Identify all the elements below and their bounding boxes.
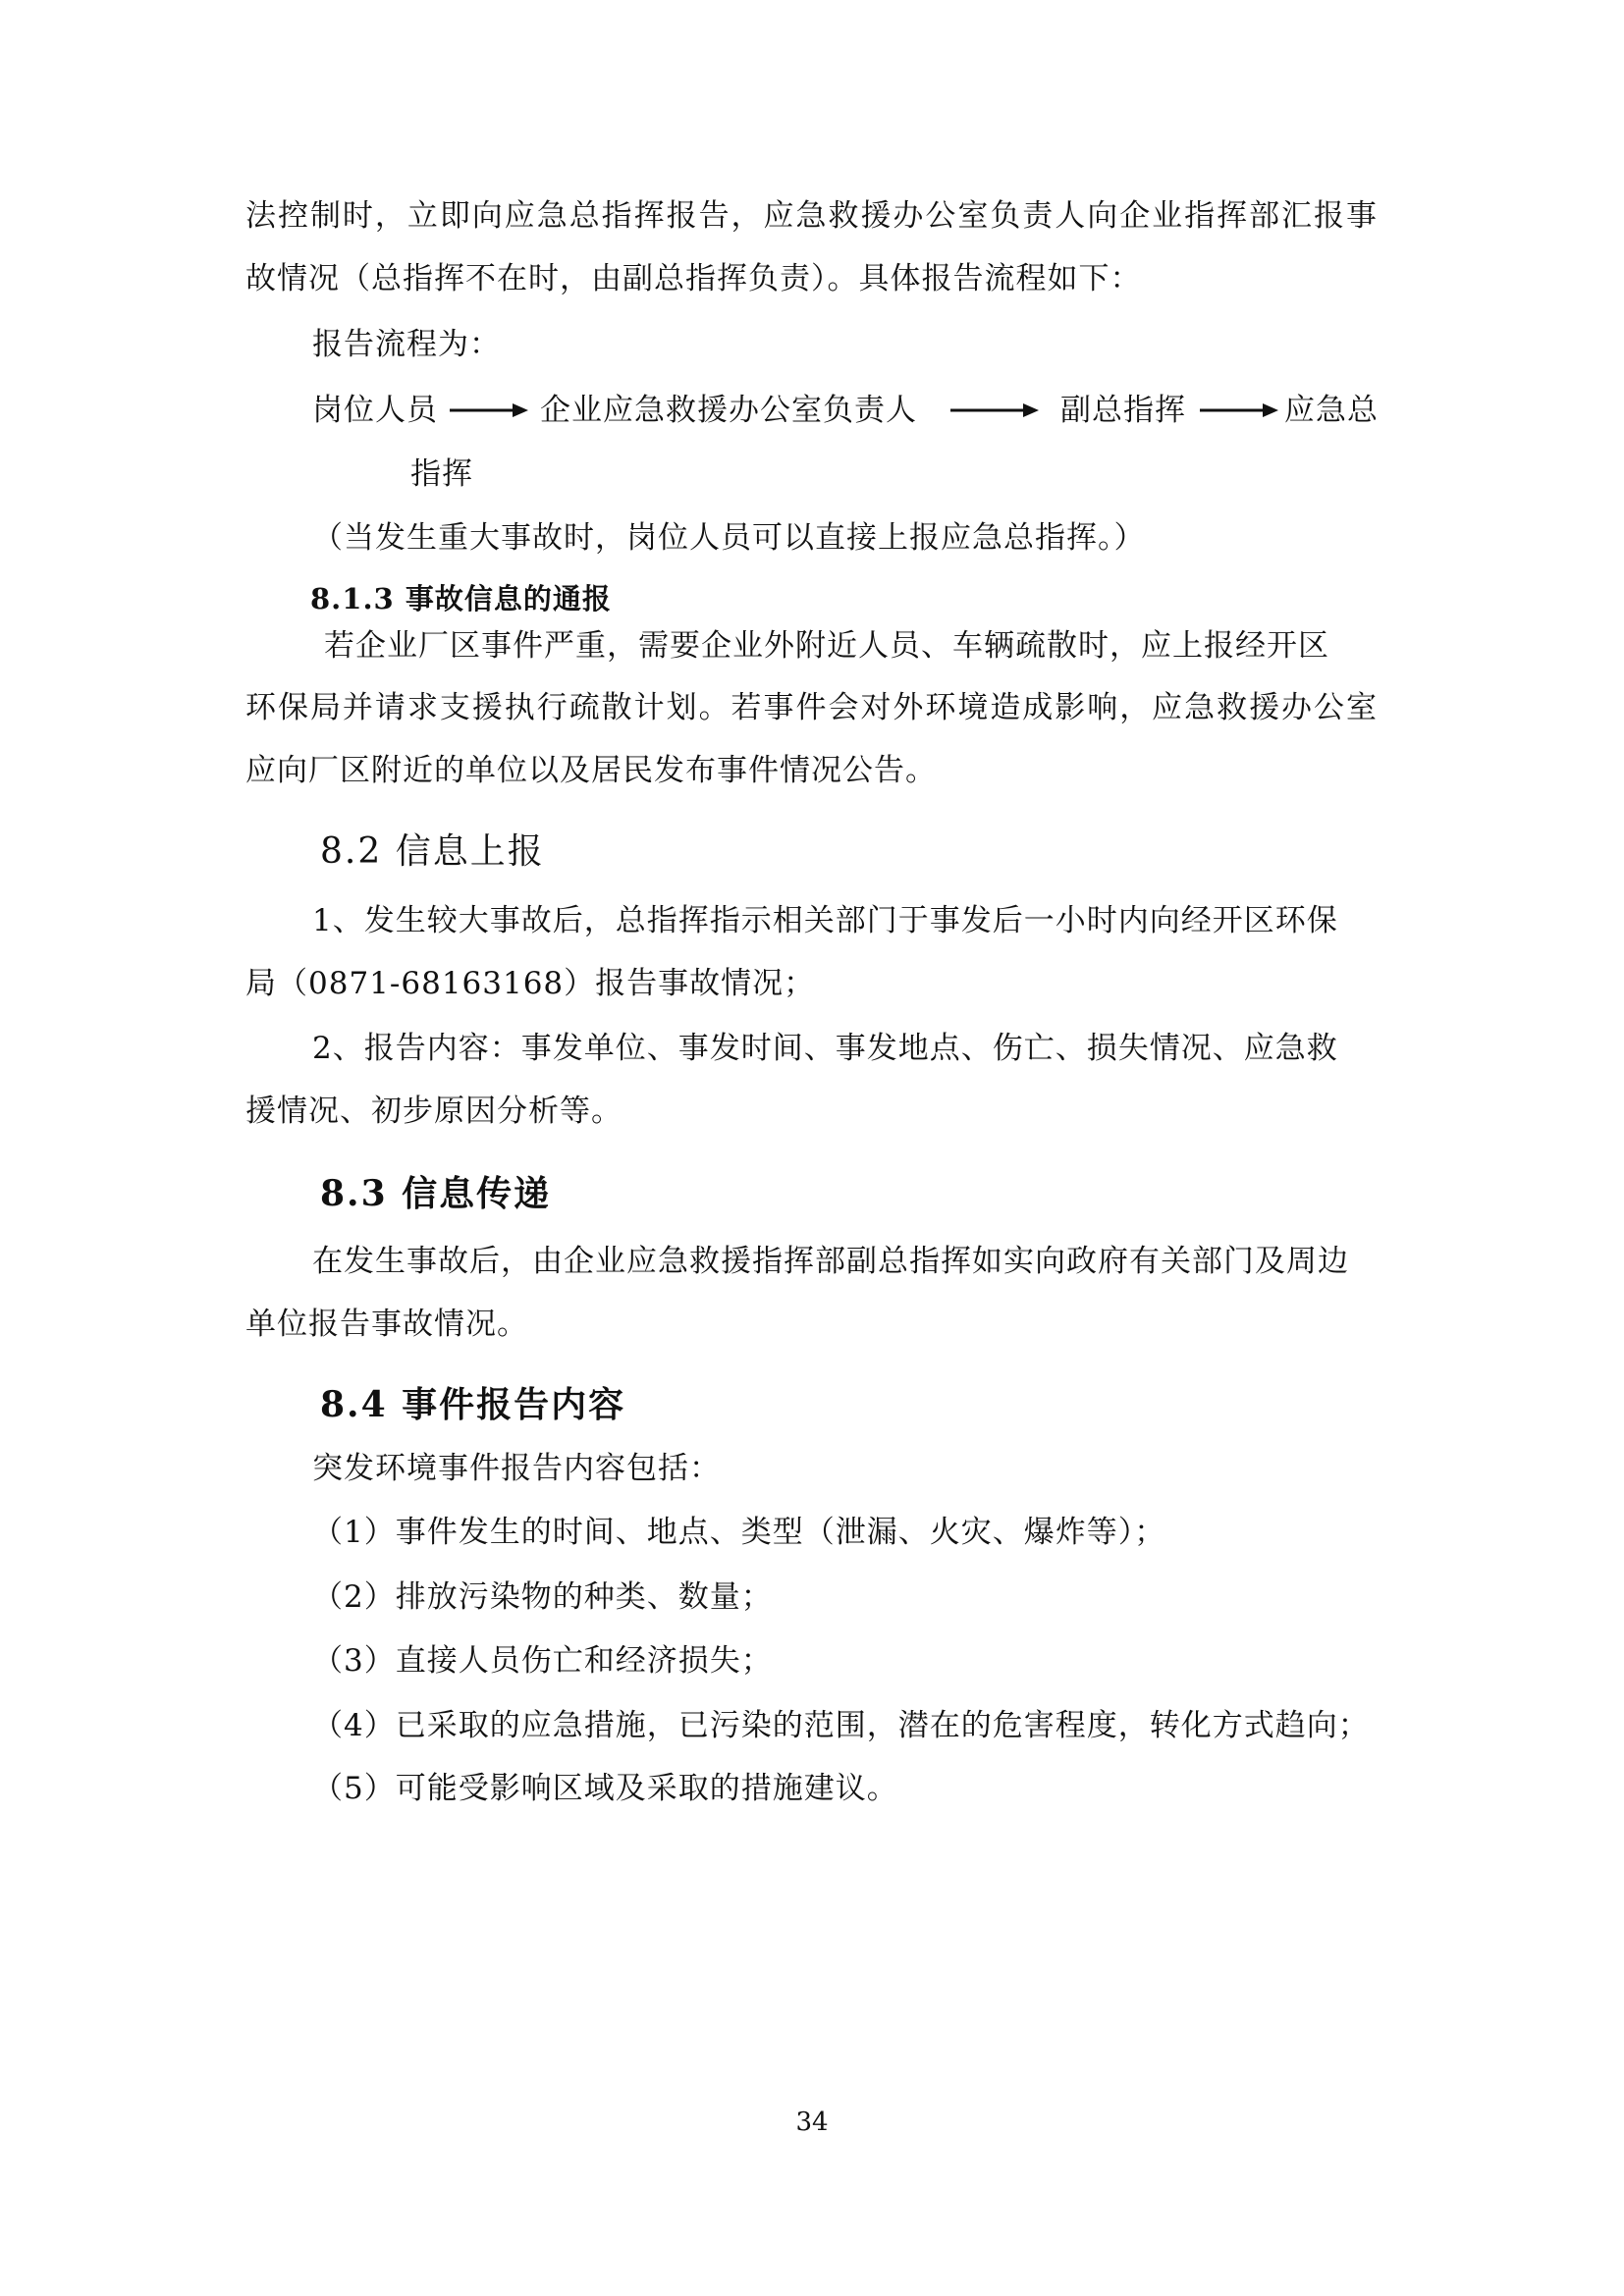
report-flow [312,391,1382,430]
section-8-3-line-2: 单位报告事故情况。 [245,1307,528,1342]
section-8-4-title: 8.4 事件报告内容 [320,1384,626,1425]
flow-step-1: 岗位人员 [312,393,438,428]
section-8-4-item: （5）可能受影响区域及采取的措施建议。 [312,1771,898,1806]
section-8-4-item: （3）直接人员伤亡和经济损失； [312,1643,773,1679]
flow-step-2: 企业应急救援办公室负责人 [540,393,917,428]
intro-line-1: 法控制时，立即向应急总指挥报告，应急救援办公室负责人向企业指挥部汇报事 [245,198,1378,234]
section-8-2-item-2-line-2: 援情况、初步原因分析等。 [245,1094,623,1129]
section-8-4-item: （2）排放污染物的种类、数量； [312,1579,773,1615]
section-8-1-3-line-2: 环保局并请求支援执行疏散计划。若事件会对外环境造成影响，应急救援办公室 [245,690,1378,725]
section-8-4-intro: 突发环境事件报告内容包括： [312,1451,721,1486]
flow-note: （当发生重大事故时，岗位人员可以直接上报应急总指挥。） [312,520,1146,556]
arrow-right-icon [950,400,1039,420]
arrow-right-icon [450,400,528,420]
flow-step-4-tail: 指挥 [410,456,473,492]
arrow-right-icon [1200,400,1278,420]
section-8-1-3-line-1: 若企业厂区事件严重，需要企业外附近人员、车辆疏散时，应上报经开区 [324,628,1329,664]
page-number: 34 [795,2108,829,2137]
flow-step-3: 副总指挥 [1060,393,1186,428]
section-8-1-3-line-3: 应向厂区附近的单位以及居民发布事件情况公告。 [245,753,937,788]
section-8-2-title: 8.2 信息上报 [320,831,545,872]
flow-label: 报告流程为： [312,327,501,362]
section-8-2-item-1-line-1: 1、发生较大事故后，总指挥指示相关部门于事发后一小时内向经开区环保 [312,903,1338,938]
section-8-3-title: 8.3 信息传递 [320,1173,552,1214]
flow-step-4: 应急总 [1284,393,1379,428]
section-8-4-item: （4）已采取的应急措施，已污染的范围，潜在的危害程度，转化方式趋向； [312,1708,1370,1743]
intro-line-2: 故情况（总指挥不在时，由副总指挥负责）。具体报告流程如下： [245,261,1142,296]
section-8-1-3-title: 8.1.3 事故信息的通报 [310,582,612,615]
section-8-4-item: （1）事件发生的时间、地点、类型（泄漏、火灾、爆炸等）； [312,1515,1166,1550]
section-8-3-line-1: 在发生事故后，由企业应急救援指挥部副总指挥如实向政府有关部门及周边 [312,1244,1349,1279]
section-8-2-item-1-line-2: 局（0871-68163168）报告事故情况； [245,966,816,1001]
section-8-2-item-2-line-1: 2、报告内容：事发单位、事发时间、事发地点、伤亡、损失情况、应急救 [312,1031,1338,1066]
